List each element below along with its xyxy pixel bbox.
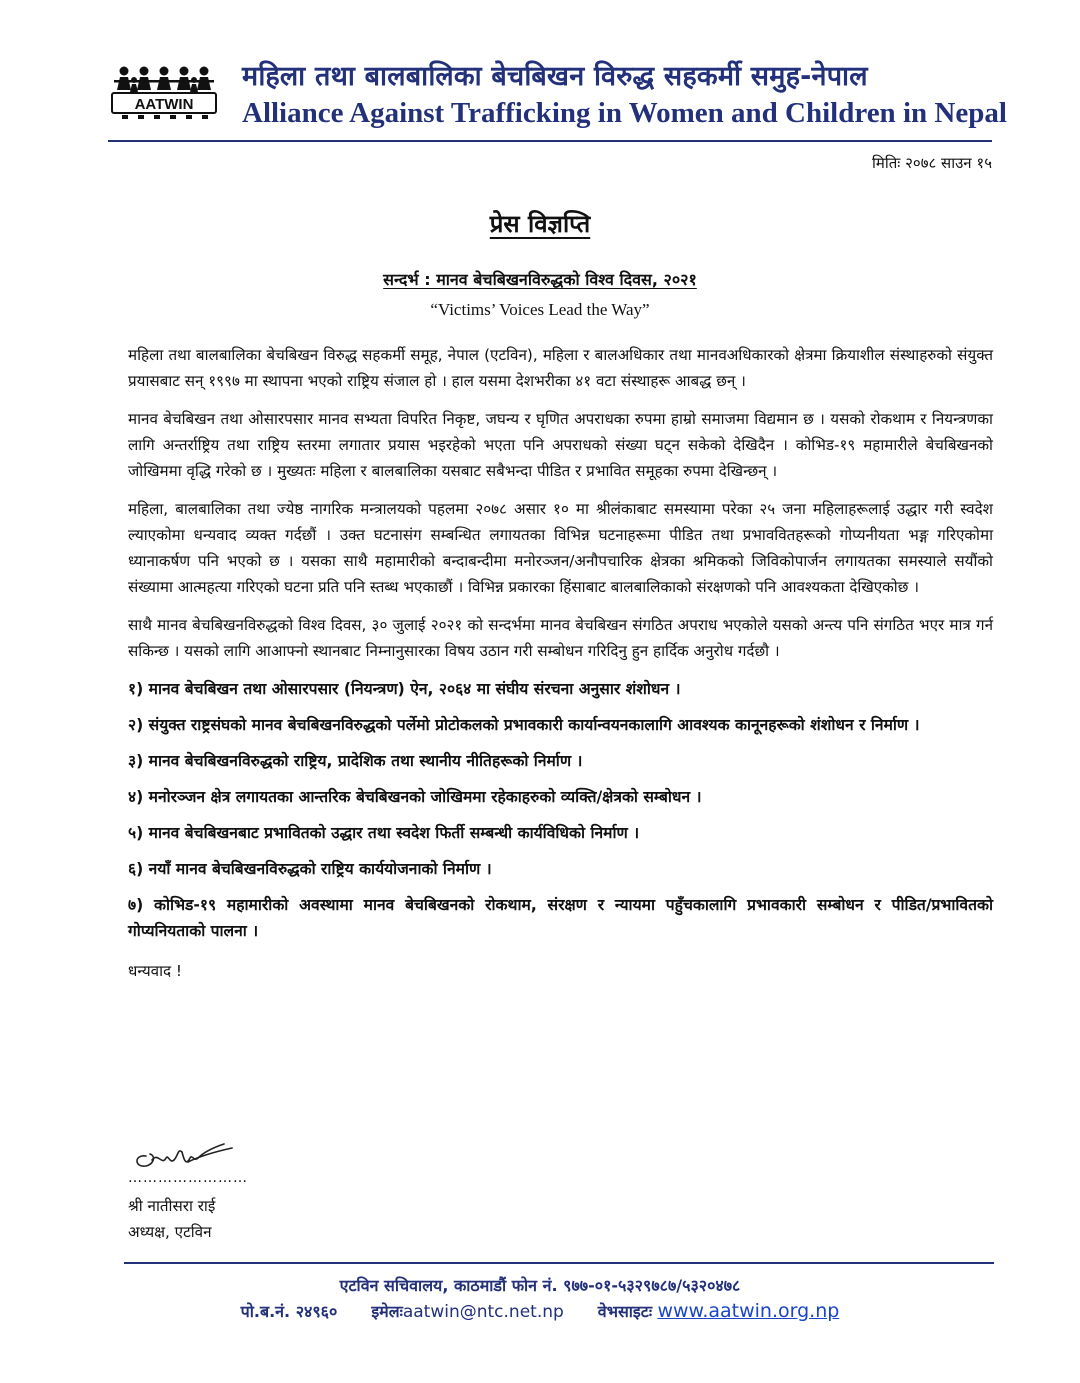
handwritten-signature [128,1126,248,1176]
paragraph: साथै मानव बेचबिखनविरुद्धको विश्व दिवस, ३० जुलाई २०२१ को सन्दर्भमा मानव बेचबिखन संगठित अपराध भएकोले यसको अन्त्य पनि संगठित भएर मात्र गर्न सकिन्छ । यसको लागि आआफ्नो स्थानबाट निम्नानुसारका विषय उठान गरी सम्बोधन गरिदिनु हुन हार्दिक अनुरोध गर्दछौ । [128,616,993,660]
paragraph: महिला, बालबालिका तथा ज्येष्ठ नागरिक मन्त्रालयको पहलमा २०७८ असार १० मा श्रीलंकाबाट समस्यामा परेका २५ जना महिलाहरूलाई उद्धार गरी स्वदेश ल्याएकोमा धन्यवाद व्यक्त गर्दछौं । उक्त घटनासंग सम्बन्धित लगायतका विभिन्न घटनाहरूमा पीडित तथा प्रभाववितहरूको गोप्यनीयता भङ्ग गरिएकोमा ध्यानाकर्षण पनि भएको छ । यसका साथै महामारीको बन्दाबन्दीमा मनोरञ्जन/अनौपचारिक क्षेत्रका श्रमिकको जिविकोपार्जन लगायतका समस्याले सयौंको संख्यामा आत्महत्या गरिएको घटना प्रति पनि स्तब्ध भएकाछौं । विभिन्न प्रकारका हिंसाबाट बालबालिकाको संरक्षणको पनि आवश्यकता देखिएकोछ । [128,500,993,596]
signatory-name: श्री नातीसरा राई [128,1197,216,1215]
closing-thanks: धन्यवाद ! [128,962,182,980]
document-date: मितिः २०७८ साउन १५ [872,154,992,172]
paragraph: महिला तथा बालबालिका बेचबिखन विरुद्ध सहकर्मी समूह, नेपाल (एटविन), महिला र बालअधिकार तथा मानवअधिकारको क्षेत्रमा क्रियाशील संस्थाहरुको संयुक्त प्रयासबाट सन् १९९७ मा स्थापना भएको राष्ट्रिय संजाल हो । हाल यसमा देशभरीका ४१ वटा संस्थाहरू आबद्ध छन् । [128,346,993,390]
website-label: वेभसाइटः [597,1302,653,1321]
org-name-nepali: महिला तथा बालबालिका बेचबिखन विरुद्ध सहकर्मी समुह-नेपाल [242,61,868,92]
signatory-title: अध्यक्ष, एटविन [128,1223,212,1241]
theme-quote: “Victims’ Voices Lead the Way” [430,300,650,319]
footer-divider [124,1262,994,1264]
paragraph: मानव बेचबिखन तथा ओसारपसार मानव सभ्यता विपरित निकृष्ट, जघन्य र घृणित अपराधका रुपमा हाम्रो समाजमा विद्यमान छ । यसको रोकथाम र नियन्त्रणका लागि अन्तर्राष्ट्रिय तथा राष्ट्रिय स्तरमा लगातार प्रयास भइरहेको भएता पनि अपराधको संख्या घट्न सकेको देखिदैन । कोभिड-१९ महामारीले बेचबिखनको जोखिममा वृद्धि गरेको छ । मुख्यतः महिला र बालबालिका यसबाट सबैभन्दा पीडित र प्रभावित समूहका रुपमा देखिन्छन् । [128,410,993,480]
demand-item: १) मानव बेचबिखन तथा ओसारपसार (नियन्त्रण) ऐन, २०६४ मा संघीय संरचना अनुसार शंशोधन । [128,680,681,698]
org-name-english: Alliance Against Trafficking in Women and Children in Nepal [242,97,1007,129]
demand-item: ५) मानव बेचबिखनबाट प्रभावितको उद्धार तथा स्वदेश फिर्ती सम्बन्धी कार्यविधिको निर्माण । [128,824,640,842]
email-link[interactable]: aatwin@ntc.net.np [402,1302,564,1322]
letterhead [108,54,1007,134]
signature-line: …………………… [128,1170,248,1186]
po-box: पो.ब.नं. २४९६० [240,1302,338,1321]
logo-text: AATWIN [134,96,194,113]
letter-body [128,342,993,984]
email-label: इमेलः [371,1302,403,1321]
footer-contacts [0,1300,1080,1322]
reference-line: सन्दर्भ : मानव बेचबिखनविरुद्धको विश्व दिवस, २०२१ [383,270,697,289]
demand-item: २) संयुक्त राष्ट्रसंघको मानव बेचबिखनविरुद्धको पर्लेमो प्रोटोकलको प्रभावकारी कार्यान्वयनकालागि आवश्यक कानूनहरूको शंशोधन र निर्माण । [128,716,920,734]
header-divider [108,140,992,142]
demand-item: ४) मनोरञ्जन क्षेत्र लगायतका आन्तरिक बेचबिखनको जोखिममा रहेकाहरुको व्यक्ति/क्षेत्रको सम्बोधन । [128,788,702,806]
demand-item: ७) कोभिड-१९ महामारीको अवस्थामा मानव बेचबिखनको रोकथाम, संरक्षण र न्यायमा पहुँचकालागि प्रभावकारी सम्बोधन र पीडित/प्रभावितको गोप्यनियताको पालना । [128,896,993,940]
footer-address-phone: एटविन सचिवालय, काठमाडौं फोन नं. ९७७-०१-५३२९७८७/५३२०४७८ [339,1276,741,1295]
aatwin-logo [108,62,220,124]
page-title: प्रेस विज्ञप्ति [489,210,591,238]
demand-item: ६) नयाँ मानव बेचबिखनविरुद्धको राष्ट्रिय कार्ययोजनाको निर्माण । [128,860,492,878]
website-link[interactable]: www.aatwin.org.np [657,1300,840,1322]
demand-item: ३) मानव बेचबिखनविरुद्धको राष्ट्रिय, प्रादेशिक तथा स्थानीय नीतिहरूको निर्माण । [128,752,583,770]
